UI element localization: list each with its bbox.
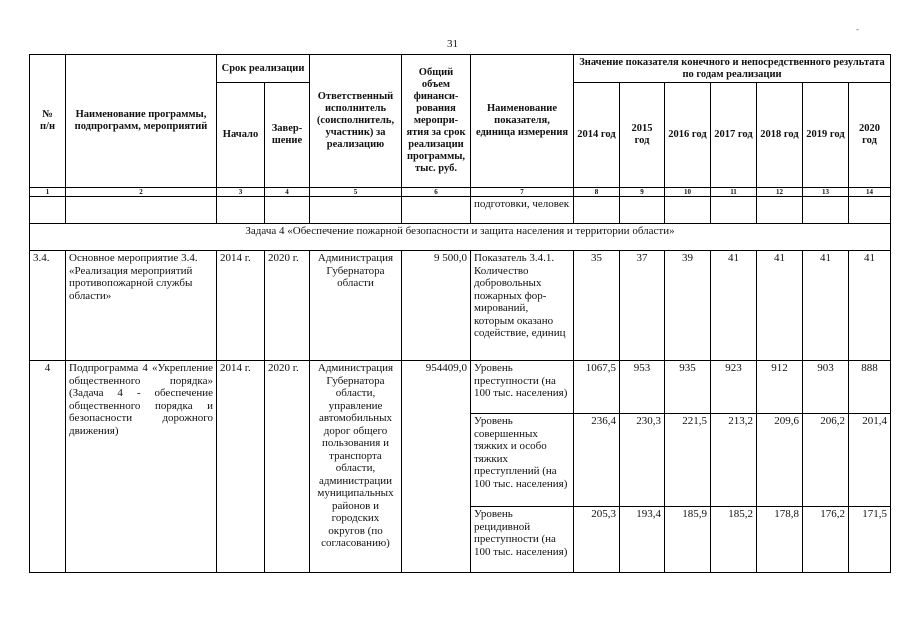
row-value: 912 — [757, 361, 803, 414]
row-value: 230,3 — [620, 414, 665, 507]
row-value: 209,6 — [757, 414, 803, 507]
column-number: 6 — [402, 188, 471, 197]
header-period: Срок реализации — [217, 55, 310, 83]
row-value: 935 — [665, 361, 711, 414]
row-value: 953 — [620, 361, 665, 414]
row-name: Основное мероприятие 3.4. «Реализация мероприятий противопожарной службы области» — [66, 251, 217, 361]
column-number: 11 — [711, 188, 757, 197]
row-value: 205,3 — [574, 507, 620, 573]
row-value: 221,5 — [665, 414, 711, 507]
column-number: 2 — [66, 188, 217, 197]
row-value: 39 — [665, 251, 711, 361]
page-number: 31 — [447, 38, 458, 50]
row-value: 41 — [849, 251, 891, 361]
row-value: 213,2 — [711, 414, 757, 507]
column-number: 9 — [620, 188, 665, 197]
row-value: 236,4 — [574, 414, 620, 507]
header-year: 2016 год — [665, 83, 711, 188]
program-table — [29, 54, 891, 573]
column-number: 8 — [574, 188, 620, 197]
row-value: 35 — [574, 251, 620, 361]
row-value: 41 — [803, 251, 849, 361]
row-value: 903 — [803, 361, 849, 414]
column-number: 4 — [265, 188, 310, 197]
column-number-row — [30, 188, 891, 197]
row-funding: 9 500,0 — [402, 251, 471, 361]
column-number: 3 — [217, 188, 265, 197]
row-value: 185,2 — [711, 507, 757, 573]
row-value: 171,5 — [849, 507, 891, 573]
row-value: 923 — [711, 361, 757, 414]
continuation-indicator: подготовки, человек — [471, 197, 574, 224]
column-number: 12 — [757, 188, 803, 197]
row-value: 37 — [620, 251, 665, 361]
row-indicator: Показатель 3.4.1. Количество добровольных пожарных фор-мирований, которым оказано содействие, единиц — [471, 251, 574, 361]
row-value: 185,9 — [665, 507, 711, 573]
row-name: Подпрограмма 4 «Укрепление общественного порядка» (Задача 4 - обеспечение общественного порядка и безопасности дорожного движения) — [66, 361, 217, 573]
row-value: 41 — [711, 251, 757, 361]
header-funding: Общий объем финанси-рования меропри-ятия за срок реализации программы, тыс. руб. — [402, 55, 471, 188]
column-number: 1 — [30, 188, 66, 197]
row-num: 4 — [30, 361, 66, 573]
row-start: 2014 г. — [217, 361, 265, 573]
header-start: Начало — [217, 83, 265, 188]
header-name: Наименование программы, подпрограмм, мероприятий — [66, 55, 217, 188]
row-value: 176,2 — [803, 507, 849, 573]
row-start: 2014 г. — [217, 251, 265, 361]
row-indicator: Уровень совершенных тяжких и особо тяжких преступлений (на 100 тыс. населения) — [471, 414, 574, 507]
task-title: Задача 4 «Обеспечение пожарной безопасности и защита населения и территории области» — [30, 224, 891, 251]
table-row — [30, 251, 891, 361]
row-value: 41 — [757, 251, 803, 361]
row-value: 1067,5 — [574, 361, 620, 414]
row-value: 206,2 — [803, 414, 849, 507]
header-indicator: Наименование показателя, единица измерения — [471, 55, 574, 188]
row-indicator: Уровень рецидивной преступности (на 100 тыс. населения) — [471, 507, 574, 573]
header-values-group: Значение показателя конечного и непосредственного результата по годам реализации — [574, 55, 891, 83]
corner-mark: - — [856, 24, 859, 34]
header-responsible: Ответственный исполнитель (соисполнитель, участник) за реализацию — [310, 55, 402, 188]
header-year: 2019 год — [803, 83, 849, 188]
header-end: Завер-шение — [265, 83, 310, 188]
row-indicator: Уровень преступности (на 100 тыс. населения) — [471, 361, 574, 414]
header-year: 2018 год — [757, 83, 803, 188]
continuation-row — [30, 197, 891, 224]
row-value: 178,8 — [757, 507, 803, 573]
column-number: 14 — [849, 188, 891, 197]
row-responsible: Администрация Губернатора области, управление автомобильных дорог общего пользования и транспорта области, администрации муниципальных районов и городских округов (по согласованию) — [310, 361, 402, 573]
column-number: 10 — [665, 188, 711, 197]
row-end: 2020 г. — [265, 251, 310, 361]
row-value: 888 — [849, 361, 891, 414]
row-funding: 954409,0 — [402, 361, 471, 573]
task-row — [30, 224, 891, 251]
header-year: 2017 год — [711, 83, 757, 188]
row-num: 3.4. — [30, 251, 66, 361]
header-year: 2015 год — [620, 83, 665, 188]
row-responsible: Администрация Губернатора области — [310, 251, 402, 361]
column-number: 5 — [310, 188, 402, 197]
row-end: 2020 г. — [265, 361, 310, 573]
table-row — [30, 361, 891, 414]
row-value: 193,4 — [620, 507, 665, 573]
column-number: 13 — [803, 188, 849, 197]
column-number: 7 — [471, 188, 574, 197]
row-value: 201,4 — [849, 414, 891, 507]
header-year: 2020 год — [849, 83, 891, 188]
header-num: № п/н — [30, 55, 66, 188]
header-year: 2014 год — [574, 83, 620, 188]
